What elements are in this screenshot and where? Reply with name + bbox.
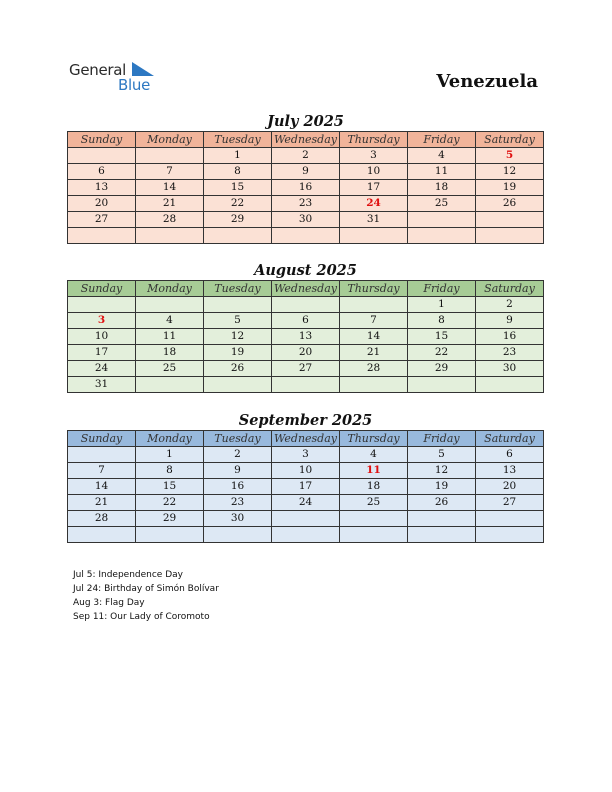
day-cell: 14 bbox=[136, 180, 204, 196]
empty-day-cell bbox=[68, 527, 136, 543]
empty-day-cell bbox=[340, 527, 408, 543]
day-cell: 21 bbox=[340, 345, 408, 361]
day-cell: 19 bbox=[204, 345, 272, 361]
day-cell: 4 bbox=[340, 447, 408, 463]
day-cell: 12 bbox=[476, 164, 544, 180]
month-title: August 2025 bbox=[254, 262, 357, 279]
weekday-header-row bbox=[68, 431, 544, 447]
weekday-header: Wednesday bbox=[272, 132, 340, 148]
day-cell: 29 bbox=[408, 361, 476, 377]
empty-day-cell bbox=[136, 148, 204, 164]
week-row bbox=[68, 313, 544, 329]
empty-day-cell bbox=[340, 377, 408, 393]
day-cell: 10 bbox=[68, 329, 136, 345]
empty-day-cell bbox=[408, 511, 476, 527]
day-cell: 23 bbox=[272, 196, 340, 212]
weekday-header: Sunday bbox=[68, 281, 136, 297]
week-row bbox=[68, 495, 544, 511]
weekday-header: Monday bbox=[136, 281, 204, 297]
day-cell: 3 bbox=[340, 148, 408, 164]
day-cell: 21 bbox=[136, 196, 204, 212]
empty-day-cell bbox=[476, 527, 544, 543]
day-cell: 8 bbox=[204, 164, 272, 180]
day-cell: 18 bbox=[408, 180, 476, 196]
weekday-header: Thursday bbox=[340, 281, 408, 297]
day-cell: 15 bbox=[408, 329, 476, 345]
week-row bbox=[68, 196, 544, 212]
weekday-header: Friday bbox=[408, 132, 476, 148]
day-cell: 12 bbox=[408, 463, 476, 479]
day-cell: 5 bbox=[408, 447, 476, 463]
day-cell: 17 bbox=[272, 479, 340, 495]
holiday-notes bbox=[73, 568, 219, 624]
day-cell: 31 bbox=[68, 377, 136, 393]
weekday-header-row bbox=[68, 132, 544, 148]
empty-day-cell bbox=[272, 511, 340, 527]
day-cell: 17 bbox=[340, 180, 408, 196]
empty-day-cell bbox=[68, 148, 136, 164]
empty-day-cell bbox=[68, 228, 136, 244]
empty-day-cell bbox=[272, 228, 340, 244]
month-september bbox=[67, 411, 544, 543]
day-cell: 4 bbox=[408, 148, 476, 164]
holiday-day-cell: 5 bbox=[476, 148, 544, 164]
day-cell: 20 bbox=[272, 345, 340, 361]
day-cell: 7 bbox=[68, 463, 136, 479]
day-cell: 16 bbox=[204, 479, 272, 495]
day-cell: 1 bbox=[136, 447, 204, 463]
day-cell: 25 bbox=[408, 196, 476, 212]
holiday-note: Aug 3: Flag Day bbox=[73, 598, 145, 608]
day-cell: 12 bbox=[204, 329, 272, 345]
day-cell: 21 bbox=[68, 495, 136, 511]
day-cell: 6 bbox=[476, 447, 544, 463]
month-july bbox=[67, 112, 544, 244]
day-cell: 26 bbox=[476, 196, 544, 212]
empty-day-cell bbox=[204, 377, 272, 393]
weekday-header-row bbox=[68, 281, 544, 297]
day-cell: 16 bbox=[272, 180, 340, 196]
day-cell: 25 bbox=[136, 361, 204, 377]
week-row bbox=[68, 148, 544, 164]
empty-day-cell bbox=[68, 447, 136, 463]
week-row bbox=[68, 479, 544, 495]
week-row bbox=[68, 447, 544, 463]
holiday-day-cell: 24 bbox=[340, 196, 408, 212]
day-cell: 18 bbox=[340, 479, 408, 495]
day-cell: 27 bbox=[272, 361, 340, 377]
day-cell: 28 bbox=[340, 361, 408, 377]
day-cell: 7 bbox=[340, 313, 408, 329]
day-cell: 10 bbox=[272, 463, 340, 479]
day-cell: 11 bbox=[408, 164, 476, 180]
day-cell: 30 bbox=[272, 212, 340, 228]
day-cell: 9 bbox=[476, 313, 544, 329]
holiday-note: Jul 5: Independence Day bbox=[73, 570, 183, 580]
week-row bbox=[68, 164, 544, 180]
holiday-note: Jul 24: Birthday of Simón Bolívar bbox=[73, 584, 219, 594]
week-row bbox=[68, 527, 544, 543]
empty-day-cell bbox=[136, 377, 204, 393]
weekday-header: Sunday bbox=[68, 431, 136, 447]
empty-day-cell bbox=[476, 212, 544, 228]
day-cell: 2 bbox=[204, 447, 272, 463]
day-cell: 13 bbox=[272, 329, 340, 345]
empty-day-cell bbox=[340, 228, 408, 244]
empty-day-cell bbox=[204, 228, 272, 244]
weekday-header: Friday bbox=[408, 431, 476, 447]
day-cell: 26 bbox=[204, 361, 272, 377]
month-august bbox=[67, 261, 544, 393]
weekday-header: Monday bbox=[136, 132, 204, 148]
day-cell: 24 bbox=[68, 361, 136, 377]
week-row bbox=[68, 377, 544, 393]
empty-day-cell bbox=[408, 212, 476, 228]
calendar-grid bbox=[67, 430, 544, 543]
day-cell: 4 bbox=[136, 313, 204, 329]
day-cell: 9 bbox=[204, 463, 272, 479]
day-cell: 2 bbox=[272, 148, 340, 164]
weekday-header: Tuesday bbox=[204, 431, 272, 447]
day-cell: 29 bbox=[136, 511, 204, 527]
day-cell: 11 bbox=[136, 329, 204, 345]
day-cell: 23 bbox=[204, 495, 272, 511]
empty-day-cell bbox=[136, 527, 204, 543]
weekday-header: Sunday bbox=[68, 132, 136, 148]
day-cell: 8 bbox=[408, 313, 476, 329]
day-cell: 20 bbox=[68, 196, 136, 212]
week-row bbox=[68, 511, 544, 527]
empty-day-cell bbox=[476, 377, 544, 393]
weekday-header: Tuesday bbox=[204, 132, 272, 148]
day-cell: 5 bbox=[204, 313, 272, 329]
empty-day-cell bbox=[204, 527, 272, 543]
weekday-header: Thursday bbox=[340, 132, 408, 148]
week-row bbox=[68, 329, 544, 345]
day-cell: 7 bbox=[136, 164, 204, 180]
day-cell: 17 bbox=[68, 345, 136, 361]
day-cell: 14 bbox=[68, 479, 136, 495]
calendar-grid bbox=[67, 131, 544, 244]
week-row bbox=[68, 180, 544, 196]
day-cell: 10 bbox=[340, 164, 408, 180]
empty-day-cell bbox=[136, 297, 204, 313]
weekday-header: Wednesday bbox=[272, 431, 340, 447]
empty-day-cell bbox=[68, 297, 136, 313]
weekday-header: Thursday bbox=[340, 431, 408, 447]
day-cell: 22 bbox=[136, 495, 204, 511]
month-title: July 2025 bbox=[267, 113, 344, 130]
day-cell: 23 bbox=[476, 345, 544, 361]
day-cell: 19 bbox=[476, 180, 544, 196]
country-title: Venezuela bbox=[436, 71, 538, 92]
day-cell: 29 bbox=[204, 212, 272, 228]
day-cell: 1 bbox=[204, 148, 272, 164]
day-cell: 16 bbox=[476, 329, 544, 345]
logo-triangle-icon bbox=[132, 62, 154, 76]
week-row bbox=[68, 297, 544, 313]
weekday-header: Saturday bbox=[476, 132, 544, 148]
day-cell: 6 bbox=[68, 164, 136, 180]
day-cell: 30 bbox=[476, 361, 544, 377]
weekday-header: Saturday bbox=[476, 281, 544, 297]
empty-day-cell bbox=[408, 228, 476, 244]
day-cell: 24 bbox=[272, 495, 340, 511]
empty-day-cell bbox=[340, 297, 408, 313]
day-cell: 27 bbox=[476, 495, 544, 511]
empty-day-cell bbox=[136, 228, 204, 244]
day-cell: 19 bbox=[408, 479, 476, 495]
logo-text-general: General bbox=[69, 61, 127, 79]
weekday-header: Saturday bbox=[476, 431, 544, 447]
day-cell: 31 bbox=[340, 212, 408, 228]
empty-day-cell bbox=[204, 297, 272, 313]
day-cell: 9 bbox=[272, 164, 340, 180]
day-cell: 15 bbox=[136, 479, 204, 495]
weekday-header: Tuesday bbox=[204, 281, 272, 297]
day-cell: 22 bbox=[408, 345, 476, 361]
day-cell: 13 bbox=[68, 180, 136, 196]
empty-day-cell bbox=[340, 511, 408, 527]
day-cell: 25 bbox=[340, 495, 408, 511]
week-row bbox=[68, 228, 544, 244]
day-cell: 2 bbox=[476, 297, 544, 313]
generalblue-logo bbox=[69, 61, 159, 95]
day-cell: 28 bbox=[136, 212, 204, 228]
day-cell: 1 bbox=[408, 297, 476, 313]
day-cell: 6 bbox=[272, 313, 340, 329]
empty-day-cell bbox=[408, 527, 476, 543]
empty-day-cell bbox=[476, 228, 544, 244]
day-cell: 18 bbox=[136, 345, 204, 361]
holiday-day-cell: 11 bbox=[340, 463, 408, 479]
weekday-header: Wednesday bbox=[272, 281, 340, 297]
weekday-header: Friday bbox=[408, 281, 476, 297]
day-cell: 20 bbox=[476, 479, 544, 495]
week-row bbox=[68, 212, 544, 228]
calendar-grid bbox=[67, 280, 544, 393]
day-cell: 27 bbox=[68, 212, 136, 228]
logo-text-blue: Blue bbox=[118, 76, 150, 94]
day-cell: 28 bbox=[68, 511, 136, 527]
day-cell: 8 bbox=[136, 463, 204, 479]
empty-day-cell bbox=[272, 527, 340, 543]
month-title: September 2025 bbox=[238, 412, 373, 429]
week-row bbox=[68, 463, 544, 479]
holiday-day-cell: 3 bbox=[68, 313, 136, 329]
day-cell: 26 bbox=[408, 495, 476, 511]
week-row bbox=[68, 361, 544, 377]
day-cell: 13 bbox=[476, 463, 544, 479]
empty-day-cell bbox=[476, 511, 544, 527]
holiday-note: Sep 11: Our Lady of Coromoto bbox=[73, 612, 210, 622]
weekday-header: Monday bbox=[136, 431, 204, 447]
day-cell: 3 bbox=[272, 447, 340, 463]
day-cell: 22 bbox=[204, 196, 272, 212]
empty-day-cell bbox=[272, 377, 340, 393]
day-cell: 15 bbox=[204, 180, 272, 196]
day-cell: 14 bbox=[340, 329, 408, 345]
empty-day-cell bbox=[408, 377, 476, 393]
day-cell: 30 bbox=[204, 511, 272, 527]
week-row bbox=[68, 345, 544, 361]
empty-day-cell bbox=[272, 297, 340, 313]
